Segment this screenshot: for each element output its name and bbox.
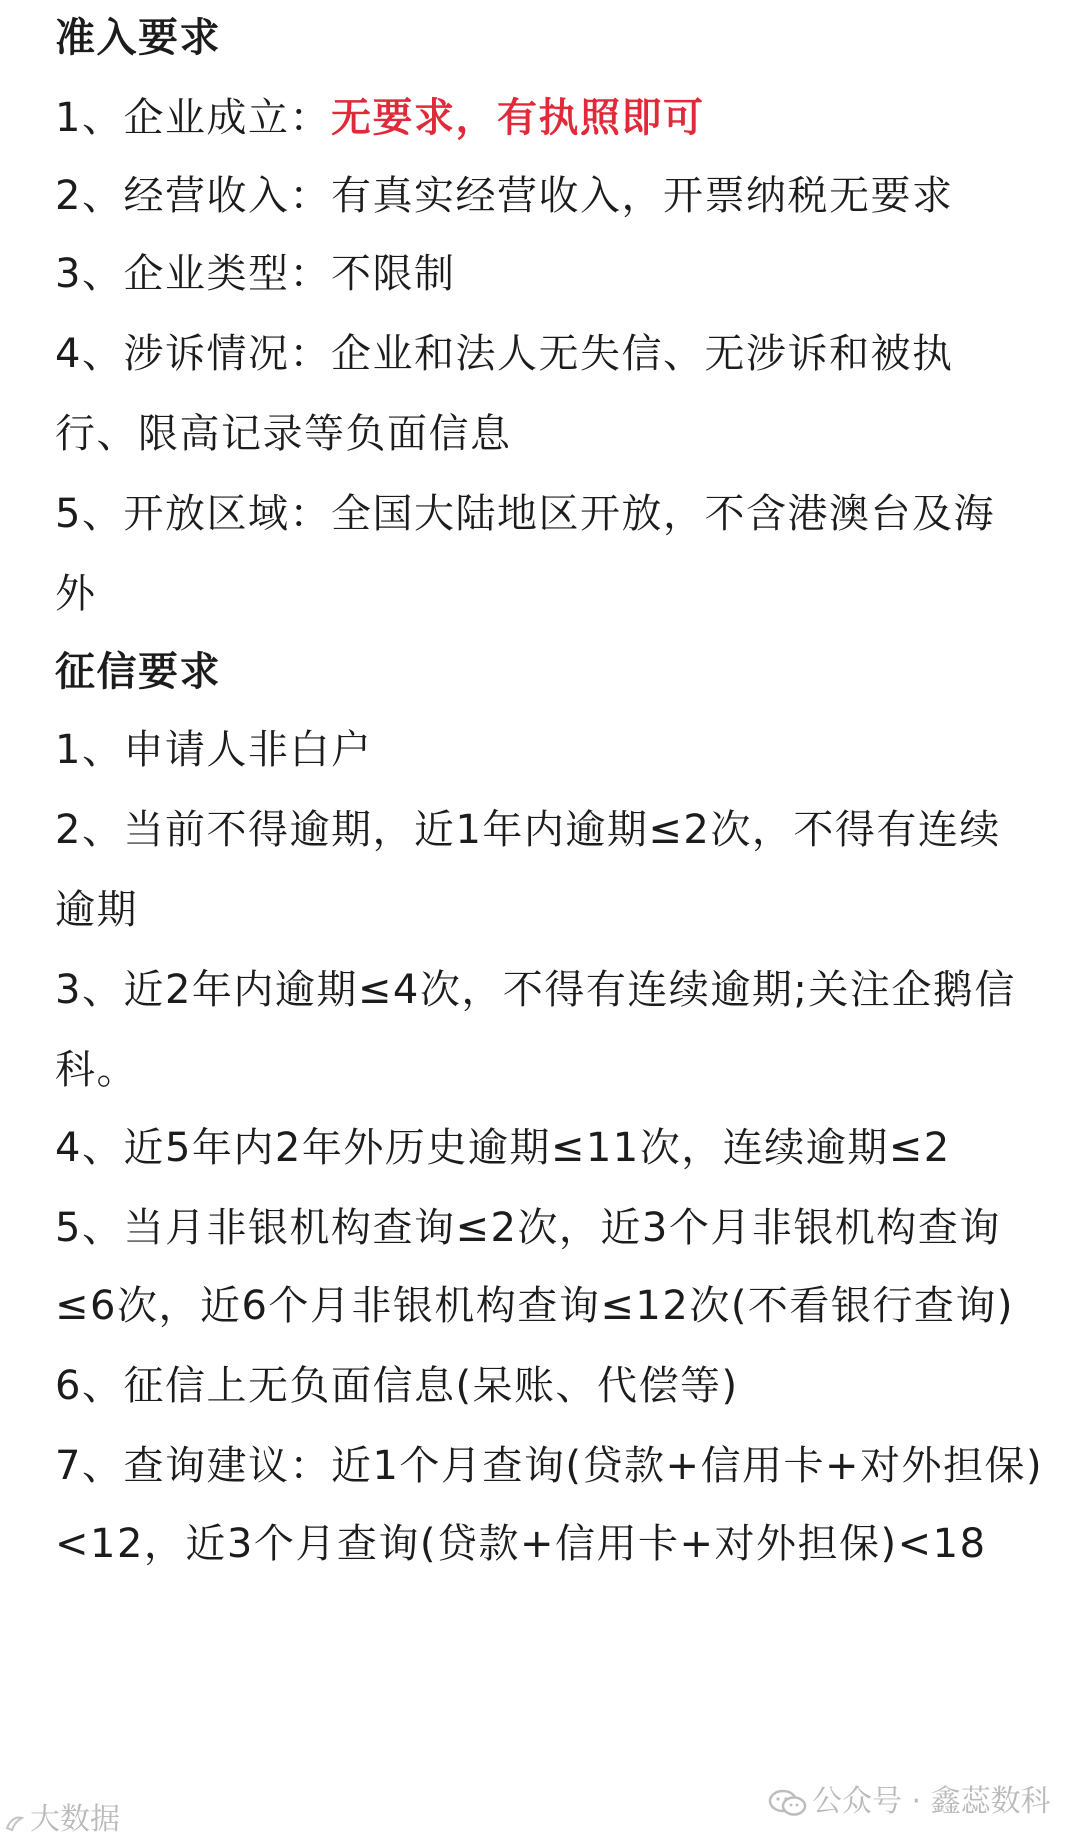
credit-item-2-line-1: 2、当前不得逾期，近1年内逾期≤2次，不得有连续 bbox=[55, 807, 1001, 853]
credit-item-1: 1、申请人非白户 bbox=[55, 727, 373, 773]
section-heading-credit: 征信要求 bbox=[55, 649, 221, 695]
wechat-logo-icon bbox=[768, 1788, 808, 1818]
admission-item-5-line-2: 外 bbox=[55, 571, 97, 617]
credit-item-3-line-1: 3、近2年内逾期≤4次，不得有连续逾期;关注企鹅信 bbox=[55, 967, 1016, 1013]
credit-item-5-line-1: 5、当月非银机构查询≤2次，近3个月非银机构查询 bbox=[55, 1205, 1001, 1251]
credit-item-5-line-2: ≤6次，近6个月非银机构查询≤12次(不看银行查询) bbox=[55, 1283, 1015, 1329]
credit-item-3-line-2: 科。 bbox=[55, 1047, 138, 1093]
credit-item-2-line-2: 逾期 bbox=[55, 887, 138, 933]
admission-item-3: 3、企业类型：不限制 bbox=[55, 251, 456, 297]
admission-item-4-line-1: 4、涉诉情况：企业和法人无失信、无涉诉和被执 bbox=[55, 331, 954, 377]
section-heading-admission: 准入要求 bbox=[55, 15, 221, 61]
admission-item-1-highlight: 无要求，有执照即可 bbox=[330, 95, 705, 141]
credit-item-7-line-2: <12，近3个月查询(贷款+信用卡+对外担保)<18 bbox=[55, 1521, 987, 1567]
watermark-left-text: 大数据 bbox=[30, 1802, 120, 1837]
admission-item-1 bbox=[55, 94, 704, 142]
credit-item-4: 4、近5年内2年外历史逾期≤11次，连续逾期≤2 bbox=[55, 1125, 951, 1171]
watermark-right-text: 公众号 · 鑫蕊数科 bbox=[812, 1784, 1051, 1819]
watermark-badge-icon bbox=[4, 1812, 26, 1834]
admission-item-4-line-2: 行、限高记录等负面信息 bbox=[55, 411, 512, 457]
credit-item-6: 6、征信上无负面信息(呆账、代偿等) bbox=[55, 1363, 739, 1409]
credit-item-7-line-1: 7、查询建议：近1个月查询(贷款+信用卡+对外担保) bbox=[55, 1443, 1044, 1489]
admission-item-5-line-1: 5、开放区域：全国大陆地区开放，不含港澳台及海 bbox=[55, 491, 995, 537]
admission-item-2: 2、经营收入：有真实经营收入，开票纳税无要求 bbox=[55, 173, 954, 219]
admission-item-1-label: 1、企业成立： bbox=[55, 95, 331, 141]
